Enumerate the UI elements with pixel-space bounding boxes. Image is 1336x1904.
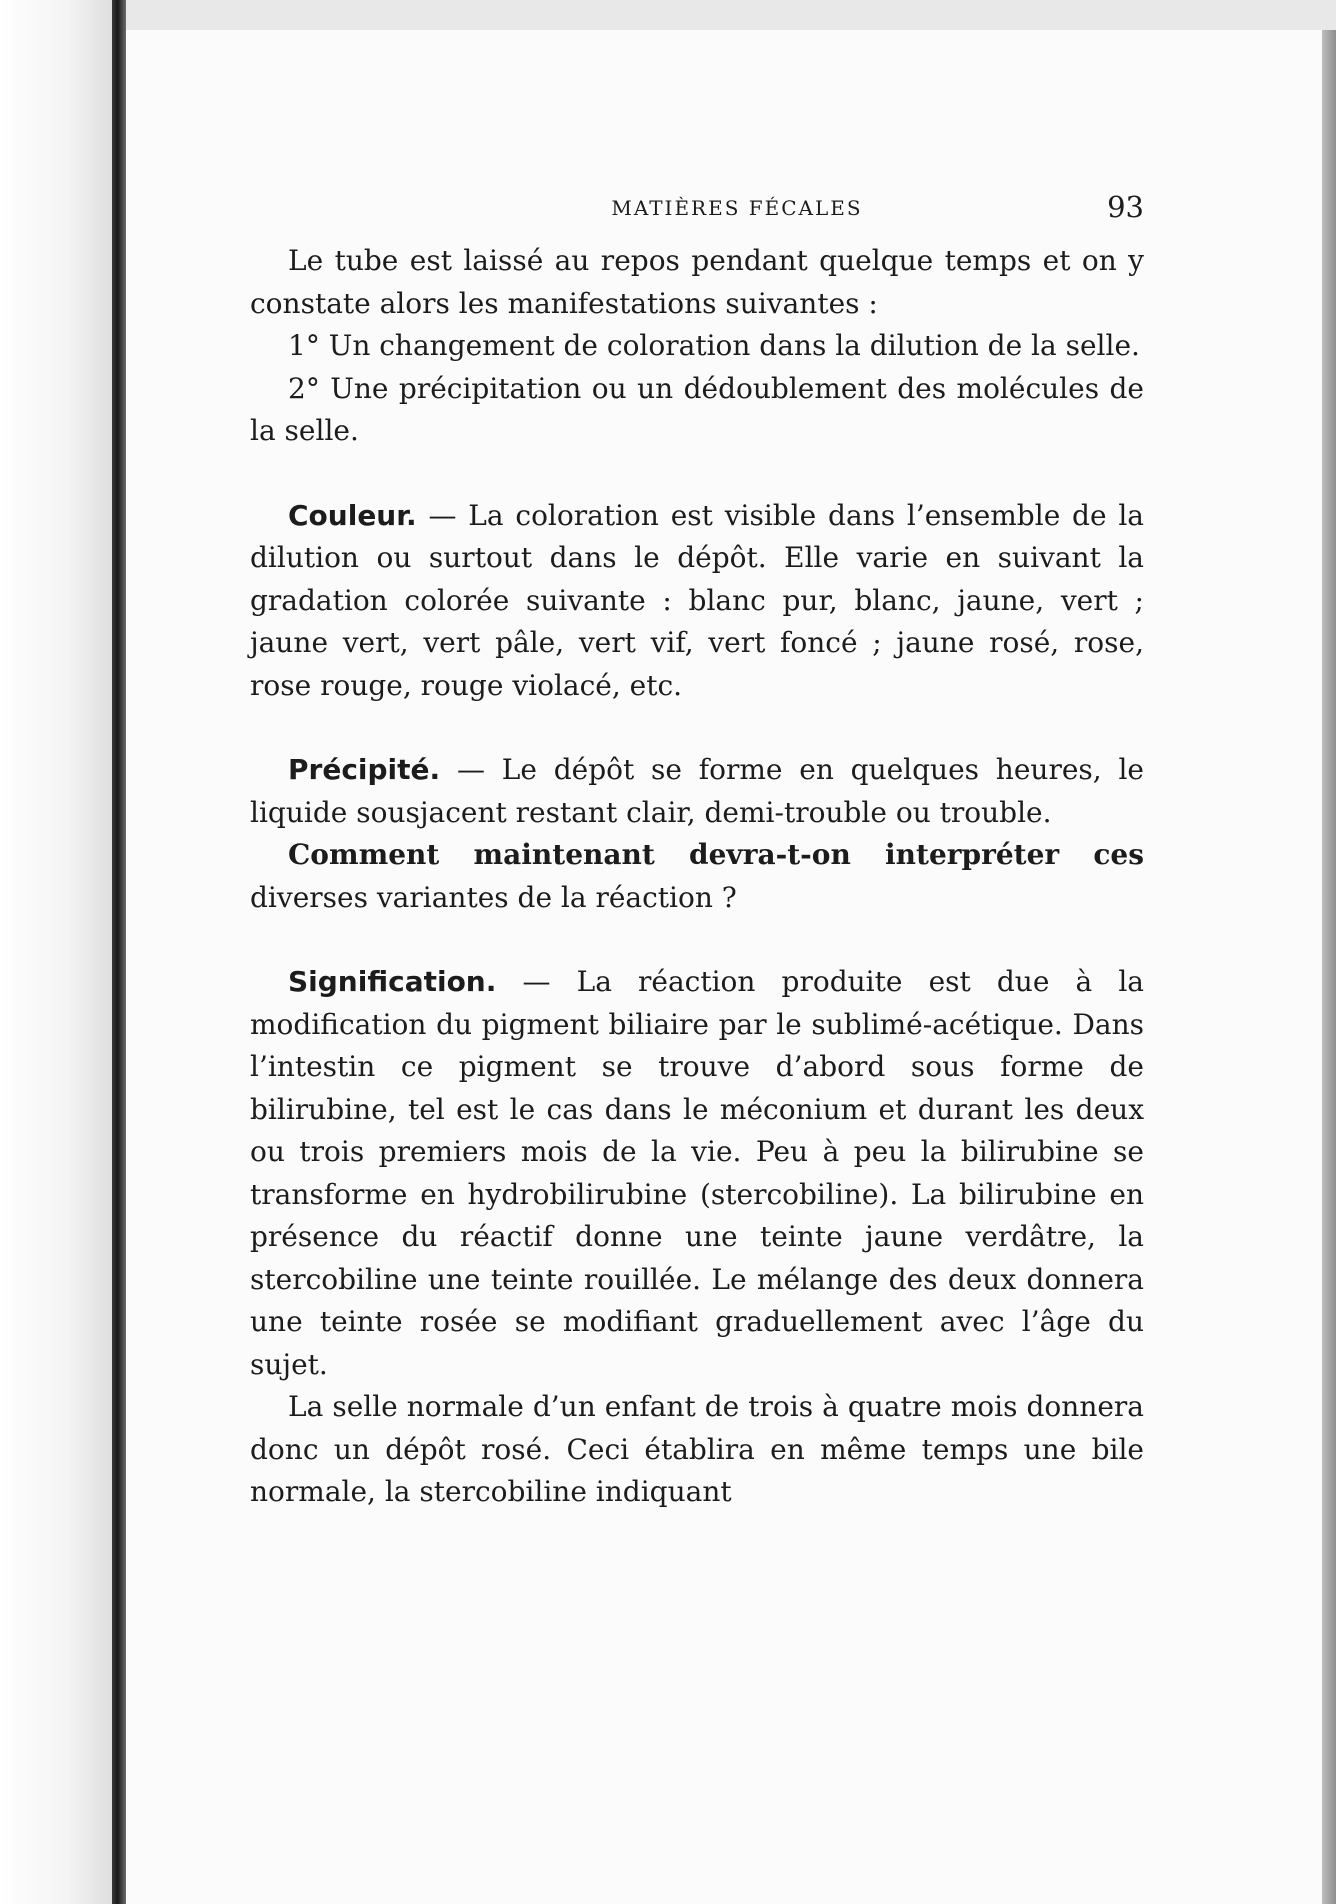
page-spine-shadow bbox=[112, 0, 126, 1904]
page-content bbox=[250, 180, 1144, 1514]
paragraph-conclusion: La selle normale d’un enfant de trois à quatre mois donnera donc un dépôt rosé. Ceci établira en même temps une bile normale, la stercobiline indiquant bbox=[250, 1390, 1144, 1508]
section-heading-couleur: Couleur. bbox=[288, 498, 417, 532]
paragraph-question bbox=[250, 834, 1144, 919]
paragraph-item-1: 1° Un changement de coloration dans la dilution de la selle. bbox=[288, 329, 1140, 362]
paragraph-item-2: 2° Une précipitation ou un dédoublement des molécules de la selle. bbox=[250, 371, 1144, 447]
couleur-text: — La coloration est visible dans l’ensemble de la dilution ou surtout dans le dépôt. Elle varie en suivant la gradation colorée suivante : blanc pur, blanc, jaune, vert ; jaune vert, vert pâle, vert vif, vert foncé ; jaune rosé, rose, rose rouge, rouge violacé, etc. bbox=[250, 498, 1144, 702]
question-bold-text: Comment maintenant devra-t-on interpréter ces bbox=[288, 838, 1144, 871]
page-right-edge bbox=[1322, 30, 1336, 1904]
signification-text: — La réaction produite est due à la modification du pigment biliaire par le sublimé-acétique. Dans l’intestin ce pigment se trouve d’abord sous forme de bilirubine, tel est le cas dans le méconium et durant les deux ou trois premiers mois de la vie. Peu à peu la bilirubine se transforme en hydrobilirubine (stercobiline). La bilirubine en présence du réactif donne une teinte jaune verdâtre, la stercobiline une teinte rouillée. Le mélange des deux donnera une teinte rosée se modifiant graduellement avec l’âge du sujet. bbox=[250, 965, 1144, 1381]
section-heading-signification: Signification. bbox=[288, 965, 497, 998]
paragraph-intro: Le tube est laissé au repos pendant quelque temps et on y constate alors les manifestations suivantes : bbox=[250, 244, 1144, 320]
paragraph-couleur bbox=[250, 495, 1144, 708]
running-head-title: MATIÈRES FÉCALES bbox=[611, 196, 863, 220]
page-number: 93 bbox=[1107, 190, 1144, 224]
precipite-text: — Le dépôt se forme en quelques heures, le liquide sousjacent restant clair, demi-trouble ou trouble. bbox=[250, 753, 1144, 829]
left-margin bbox=[0, 0, 112, 1904]
paragraph-signification bbox=[250, 961, 1144, 1386]
running-head bbox=[250, 180, 1144, 240]
section-heading-precipite: Précipité. bbox=[288, 753, 441, 786]
question-text: diverses variantes de la réaction ? bbox=[250, 880, 737, 914]
paragraph-precipite bbox=[250, 749, 1144, 834]
